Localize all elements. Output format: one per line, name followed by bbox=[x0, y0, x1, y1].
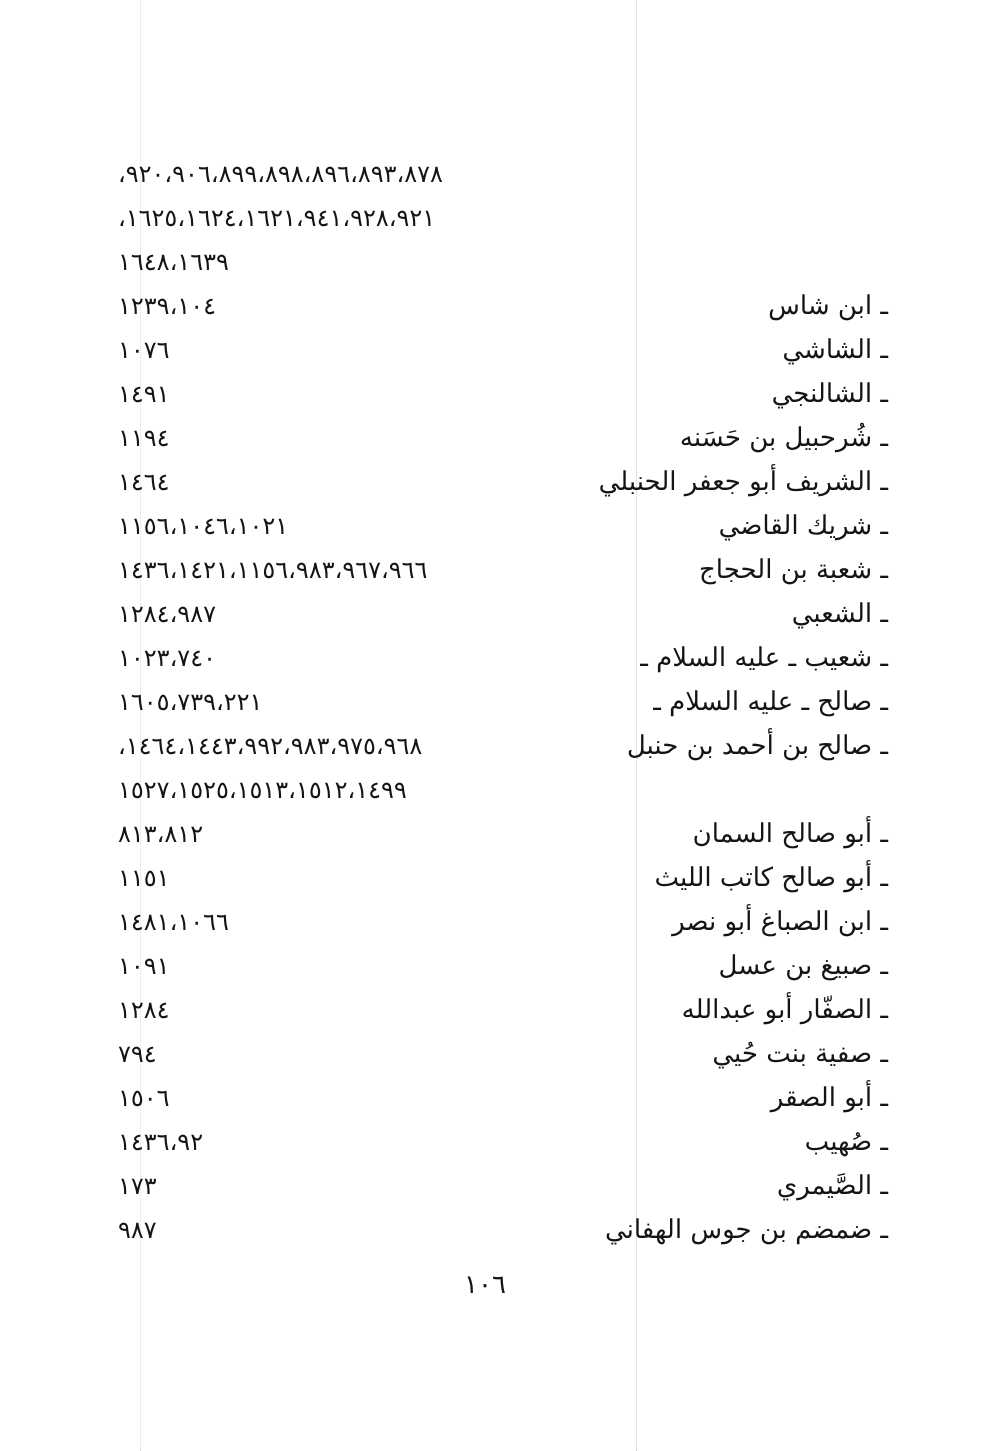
index-entry-name: ـ الشريف أبو جعفر الحنبلي bbox=[598, 467, 888, 497]
index-entry bbox=[0, 328, 1000, 372]
index-entry bbox=[0, 416, 1000, 460]
index-entry-pages: ١٤٣٦،١٤٢١،١١٥٦،٩٨٣،٩٦٧،٩٦٦ bbox=[118, 556, 428, 584]
index-entry-name: ـ الشعبي bbox=[791, 599, 888, 629]
index-entry-pages: ٩٨٧ bbox=[118, 1216, 157, 1244]
index-entry bbox=[0, 1208, 1000, 1252]
index-entry-name: ـ ابن شاس bbox=[768, 291, 888, 321]
index-entry-name: ـ صالح ـ عليه السلام ـ bbox=[653, 687, 888, 717]
index-entry bbox=[0, 724, 1000, 768]
index-entry-name: ـ ابن الصباغ أبو نصر bbox=[672, 907, 888, 937]
index-entry bbox=[0, 592, 1000, 636]
index-entry-name: ـ الصفّار أبو عبدالله bbox=[681, 995, 888, 1025]
index-entry-name: ـ شعبة بن الحجاج bbox=[699, 555, 888, 585]
index-entry bbox=[0, 152, 1000, 196]
index-entry-pages: ١٢٨٤ bbox=[118, 996, 170, 1024]
index-entry-pages: ١١٥١ bbox=[118, 864, 170, 892]
index-entry-pages: ١٦٤٨،١٦٣٩ bbox=[118, 248, 229, 276]
index-entry-name: ـ شُرحبيل بن حَسَنه bbox=[679, 423, 888, 453]
index-entry bbox=[0, 196, 1000, 240]
index-entry bbox=[0, 1076, 1000, 1120]
index-list bbox=[0, 152, 1000, 1252]
index-entry-pages: ،١٤٦٤،١٤٤٣،٩٩٢،٩٨٣،٩٧٥،٩٦٨ bbox=[118, 732, 423, 760]
index-entry-pages: ١٠٢٣،٧٤٠ bbox=[118, 644, 216, 672]
index-entry-pages: ١٢٨٤،٩٨٧ bbox=[118, 600, 216, 628]
index-entry-pages: ١٠٩١ bbox=[118, 952, 170, 980]
index-entry-pages: ٧٩٤ bbox=[118, 1040, 157, 1068]
index-entry bbox=[0, 1164, 1000, 1208]
index-entry-pages: ١٦٠٥،٧٣٩،٢٢١ bbox=[118, 688, 263, 716]
index-entry bbox=[0, 812, 1000, 856]
index-entry-name: ـ صفية بنت حُيي bbox=[712, 1039, 888, 1069]
index-entry bbox=[0, 900, 1000, 944]
index-entry-pages: ١٤٦٤ bbox=[118, 468, 170, 496]
index-entry-name: ـ ضمضم بن جوس الهفاني bbox=[604, 1215, 888, 1245]
index-entry bbox=[0, 636, 1000, 680]
index-entry-pages: ١٥٠٦ bbox=[118, 1084, 170, 1112]
index-entry bbox=[0, 988, 1000, 1032]
index-entry bbox=[0, 284, 1000, 328]
index-entry-pages: ١٤٣٦،٩٢ bbox=[118, 1128, 204, 1156]
index-entry-name: ـ شعيب ـ عليه السلام ـ bbox=[640, 643, 888, 673]
index-entry-name: ـ الشاشي bbox=[782, 335, 888, 365]
index-entry bbox=[0, 372, 1000, 416]
index-entry-pages: ١٢٣٩،١٠٤ bbox=[118, 292, 216, 320]
index-entry-pages: ١٤٨١،١٠٦٦ bbox=[118, 908, 229, 936]
index-entry-pages: ١٤٩١ bbox=[118, 380, 170, 408]
index-entry-name: ـ شريك القاضي bbox=[718, 511, 888, 541]
index-entry-pages: ١١٩٤ bbox=[118, 424, 170, 452]
index-entry-name: ـ أبو صالح كاتب الليث bbox=[654, 863, 888, 893]
index-entry bbox=[0, 856, 1000, 900]
index-entry-name: ـ صُهيب bbox=[804, 1127, 888, 1157]
index-entry bbox=[0, 944, 1000, 988]
page-number: ١٠٦ bbox=[464, 1270, 506, 1300]
index-entry-pages: ١٧٣ bbox=[118, 1172, 157, 1200]
index-entry-pages: ،٩٢٠،٩٠٦،٨٩٩،٨٩٨،٨٩٦،٨٩٣،٨٧٨ bbox=[118, 160, 443, 188]
index-entry bbox=[0, 548, 1000, 592]
index-entry-pages: ١١٥٦،١٠٤٦،١٠٢١ bbox=[118, 512, 289, 540]
index-entry-pages: ١٠٧٦ bbox=[118, 336, 170, 364]
index-entry-name: ـ صالح بن أحمد بن حنبل bbox=[626, 731, 888, 761]
index-entry bbox=[0, 460, 1000, 504]
index-entry-name: ـ الشالنجي bbox=[771, 379, 888, 409]
index-entry-name: ـ الصَّيمري bbox=[776, 1171, 888, 1201]
index-entry-name: ـ أبو صالح السمان bbox=[692, 819, 888, 849]
index-entry bbox=[0, 1120, 1000, 1164]
index-entry-pages: ١٥٢٧،١٥٢٥،١٥١٣،١٥١٢،١٤٩٩ bbox=[118, 776, 407, 804]
index-entry-name: ـ صبيغ بن عسل bbox=[718, 951, 888, 981]
index-entry bbox=[0, 768, 1000, 812]
index-entry-pages: ٨١٣،٨١٢ bbox=[118, 820, 204, 848]
index-entry-pages: ،١٦٢٥،١٦٢٤،١٦٢١،٩٤١،٩٢٨،٩٢١ bbox=[118, 204, 436, 232]
index-entry bbox=[0, 680, 1000, 724]
index-entry bbox=[0, 1032, 1000, 1076]
index-entry bbox=[0, 240, 1000, 284]
index-entry-name: ـ أبو الصقر bbox=[770, 1083, 888, 1113]
index-entry bbox=[0, 504, 1000, 548]
